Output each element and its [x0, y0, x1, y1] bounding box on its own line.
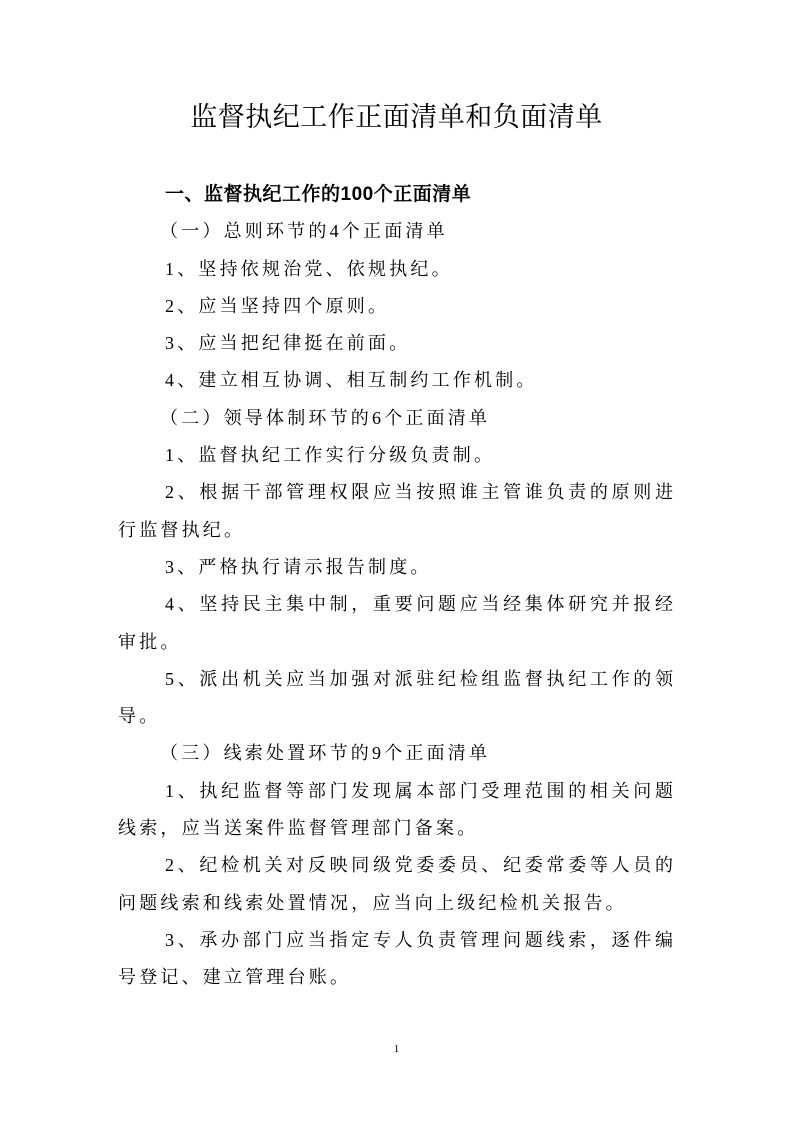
- list-item-line: 行监督执纪。: [118, 519, 246, 540]
- subsection-heading: （三）线索处置环节的9个正面清单: [160, 743, 491, 764]
- list-item-line: 3、应当把纪律挺在前面。: [165, 333, 411, 354]
- list-item-line: 4、建立相互协调、相互制约工作机制。: [165, 370, 538, 391]
- list-item-line: 审批。: [118, 631, 182, 652]
- list-item-line: 5、派出机关应当加强对派驻纪检组监督执纪工作的领: [165, 668, 673, 689]
- list-item-line: 导。: [118, 706, 161, 727]
- list-item-line: 1、坚持依规治党、依规执纪。: [165, 258, 453, 279]
- list-item-line: 问题线索和线索处置情况，应当向上级纪检机关报告。: [118, 892, 627, 913]
- list-item-line: 1、执纪监督等部门发现属本部门受理范围的相关问题: [165, 780, 673, 801]
- list-item-line: 3、承办部门应当指定专人负责管理问题线索，逐件编: [165, 929, 673, 950]
- list-item-line: 1、监督执纪工作实行分级负责制。: [165, 445, 496, 466]
- list-item-line: 线索，应当送案件监督管理部门备案。: [118, 818, 479, 839]
- list-item-line: 2、纪检机关对反映同级党委委员、纪委常委等人员的: [165, 855, 673, 876]
- document-body: [118, 176, 673, 997]
- list-item-line: 2、应当坚持四个原则。: [165, 295, 390, 316]
- page-number: 1: [393, 1043, 400, 1055]
- subsection-heading: （二）领导体制环节的6个正面清单: [160, 407, 491, 428]
- subsection-heading: （一）总则环节的4个正面清单: [160, 221, 448, 242]
- list-item-line: 4、坚持民主集中制，重要问题应当经集体研究并报经: [165, 594, 673, 615]
- list-item-line: 3、严格执行请示报告制度。: [165, 556, 432, 577]
- list-item-line: 2、根据干部管理权限应当按照谁主管谁负责的原则进: [165, 482, 673, 503]
- section-heading: 一、监督执纪工作的100个正面清单: [165, 184, 472, 205]
- document-title: 监督执纪工作正面清单和负面清单: [190, 102, 603, 132]
- list-item-line: 号登记、建立管理台账。: [118, 967, 352, 988]
